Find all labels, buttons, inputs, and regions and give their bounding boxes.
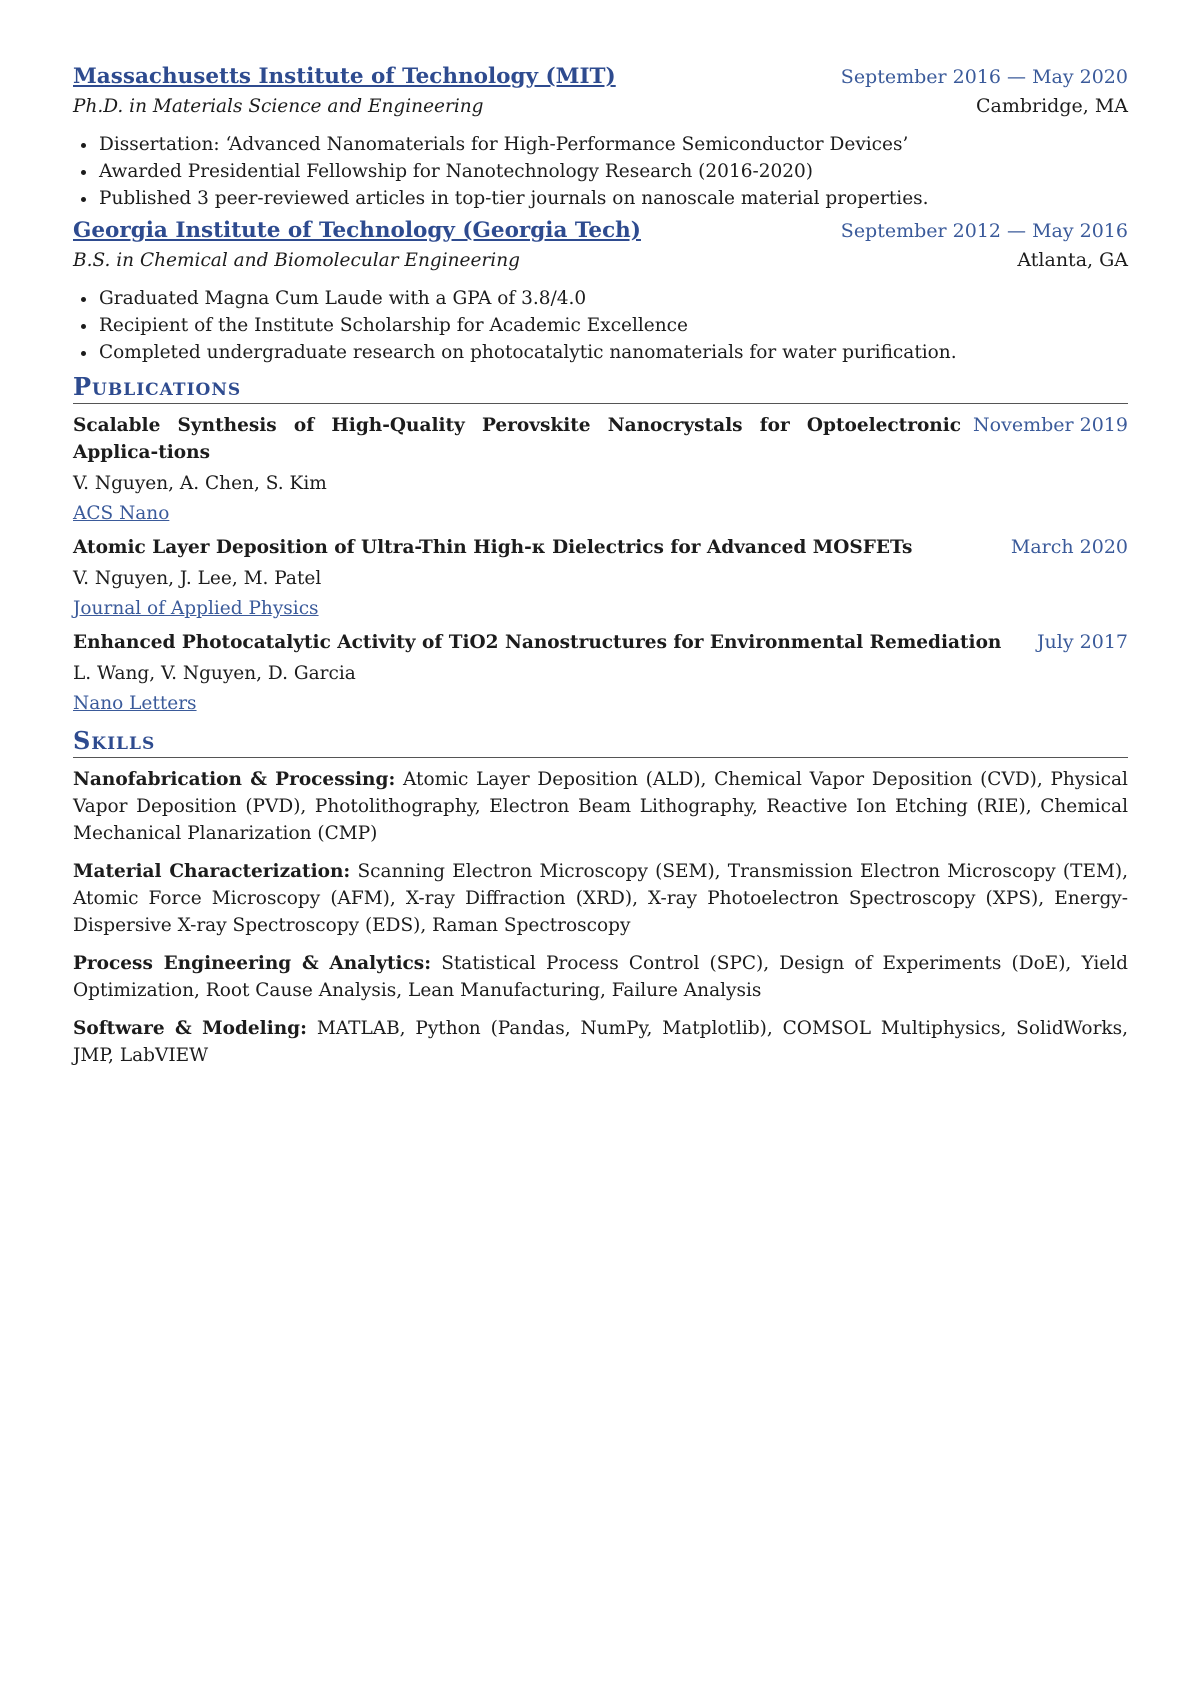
bullet-item: Recipient of the Institute Scholarship for Academic Excellence	[73, 312, 1128, 339]
bullet-item: Dissertation: ‘Advanced Nanomaterials for High-Performance Semiconductor Devices’	[73, 131, 1128, 158]
skill-text: Atomic Layer Deposition (ALD), Chemical Vapor Deposition (CVD), Physical Vapor Deposition (PVD), Photolithography, Electron Beam Lithography, Reactive Ion Etching (RIE), Chemical Mechanical Planarization (CMP)	[73, 769, 1128, 844]
bullet-item: Graduated Magna Cum Laude with a GPA of 3.8/4.0	[73, 285, 1128, 312]
location: Atlanta, GA	[1017, 249, 1128, 271]
skills-list	[73, 766, 1128, 1069]
education-subheader	[73, 249, 1128, 271]
education-entry-georgia-tech	[73, 218, 1128, 366]
degree: B.S. in Chemical and Biomolecular Engineering	[73, 250, 520, 271]
section-title-skills: Skills	[73, 726, 1128, 758]
education-dates: September 2012 — May 2016	[840, 220, 1128, 242]
skill-label: Software & Modeling:	[73, 1018, 307, 1039]
skill-item	[73, 766, 1128, 847]
bullet-item: Completed undergraduate research on photocatalytic nanomaterials for water purification.	[73, 339, 1128, 366]
publication-title: Atomic Layer Deposition of Ultra-Thin High-κ Dielectrics for Advanced MOSFETs	[73, 537, 913, 558]
education-bullets	[73, 131, 1128, 212]
skill-text: MATLAB, Python (Pandas, NumPy, Matplotlib), COMSOL Multiphysics, SolidWorks, JMP, LabVIEW	[73, 1018, 1128, 1066]
publication-authors: L. Wang, V. Nguyen, D. Garcia	[73, 663, 356, 684]
publication-title: Scalable Synthesis of High-Quality Perovskite Nanocrystals for Optoelectronic Applica-tions	[73, 415, 962, 463]
degree: Ph.D. in Materials Science and Engineering	[73, 96, 484, 117]
institution-link[interactable]: Georgia Institute of Technology (Georgia Tech)	[73, 218, 641, 243]
skill-label: Material Characterization:	[73, 861, 351, 882]
publication-authors: V. Nguyen, A. Chen, S. Kim	[73, 473, 327, 494]
skill-item	[73, 858, 1128, 939]
publication-date: November 2019	[973, 414, 1128, 436]
skill-item	[73, 950, 1128, 1004]
section-title-publications: Publications	[73, 372, 1128, 404]
education-bullets	[73, 285, 1128, 366]
education-header	[73, 218, 1128, 243]
education-subheader	[73, 95, 1128, 117]
education-header	[73, 64, 1128, 89]
publication-item	[73, 534, 1128, 621]
publication-item	[73, 412, 1128, 526]
skill-text: Statistical Process Control (SPC), Design of Experiments (DoE), Yield Optimization, Root Cause Analysis, Lean Manufacturing, Failure Analysis	[73, 953, 1128, 1001]
skill-label: Process Engineering & Analytics:	[73, 953, 432, 974]
bullet-item: Awarded Presidential Fellowship for Nanotechnology Research (2016-2020)	[73, 158, 1128, 185]
skill-label: Nanofabrication & Processing:	[73, 769, 396, 790]
publication-header	[73, 629, 1128, 656]
institution-link[interactable]: Massachusetts Institute of Technology (MIT)	[73, 64, 616, 89]
publication-venue-link[interactable]: Nano Letters	[73, 693, 197, 714]
publication-title: Enhanced Photocatalytic Activity of TiO2 Nanostructures for Environmental Remediation	[73, 632, 1002, 653]
publication-item	[73, 629, 1128, 716]
bullet-item: Published 3 peer-reviewed articles in top-tier journals on nanoscale material properties.	[73, 185, 1128, 212]
skill-item	[73, 1015, 1128, 1069]
skill-text: Scanning Electron Microscopy (SEM), Transmission Electron Microscopy (TEM), Atomic Force Microscopy (AFM), X-ray Diffraction (XRD), X-ray Photoelectron Spectroscopy (XPS), Energy-Dispersive X-ray Spectroscopy (EDS), Raman Spectroscopy	[73, 861, 1128, 936]
education-entry-mit	[73, 64, 1128, 212]
location: Cambridge, MA	[975, 95, 1128, 117]
resume-content	[73, 64, 1128, 1080]
publication-date: March 2020	[1010, 536, 1128, 558]
publication-venue-link[interactable]: ACS Nano	[73, 503, 170, 524]
publication-header	[73, 412, 1128, 466]
education-dates: September 2016 — May 2020	[840, 66, 1128, 88]
publication-header	[73, 534, 1128, 561]
publication-date: July 2017	[1036, 631, 1128, 653]
publication-authors: V. Nguyen, J. Lee, M. Patel	[73, 568, 322, 589]
publication-venue-link[interactable]: Journal of Applied Physics	[73, 598, 319, 619]
